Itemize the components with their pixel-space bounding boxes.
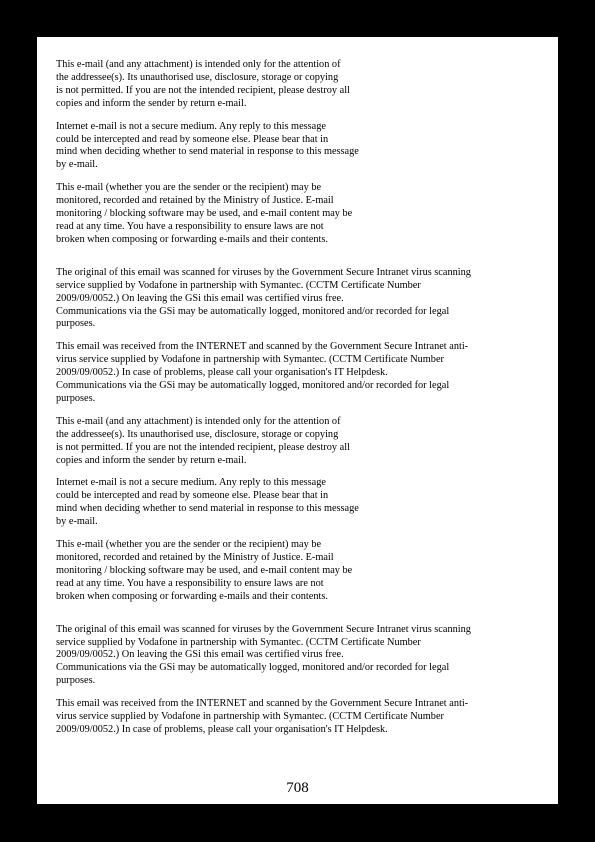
paragraph-virus-scan-notice: The original of this email was scanned for viruses by the Government Secure Intranet virus scanning service supplied by Vodafone in partnership with Symantec. (CCTM Certificate Number 2009/09/0052.) On leaving the GSi this email was certified virus free. Communications via the GSi may be automatically logged, monitored and/or recorded for legal purposes. <box>56 623 471 687</box>
paragraph-monitoring-notice: This e-mail (whether you are the sender or the recipient) may be monitored, recorded and retained by the Ministry of Justice. E-mail monitoring / blocking software may be used, and e-mail content may be read at any time. You have a responsibility to ensure laws are not broken when composing or forwarding e-mails and their contents. <box>56 539 353 602</box>
page-number: 708 <box>286 780 309 796</box>
paragraph-confidentiality-notice: This e-mail (and any attachment) is intended only for the attention of the addressee(s). Its unauthorised use, disclosure, storage or copying is not permitted. If you are not the intended recipient, please destroy all copies and inform the sender by return e-mail. <box>56 415 350 466</box>
paragraph-confidentiality-notice: This e-mail (and any attachment) is intended only for the attention of the addressee(s). Its unauthorised use, disclosure, storage or copying is not permitted. If you are not the intended recipient, please destroy all copies and inform the sender by return e-mail. <box>56 59 350 109</box>
paragraph-internet-scan-notice: This email was received from the INTERNET and scanned by the Government Secure Intranet anti- virus service supplied by Vodafone in partnership with Symantec. (CCTM Certificate Number 2009/09/0052.) In case of problems, please call your organisation's IT Helpdesk. <box>56 698 469 735</box>
paragraph-security-notice: Internet e-mail is not a secure medium. Any reply to this message could be intercepted and read by someone else. Please bear that in mind when deciding whether to send material in response to this message by e-mail. <box>56 120 359 171</box>
document-page <box>37 37 558 804</box>
paragraph-internet-scan-notice: This email was received from the INTERNET and scanned by the Government Secure Intranet anti- virus service supplied by Vodafone in partnership with Symantec. (CCTM Certificate Number 2009/09/0052.) In case of problems, please call your organisation's IT Helpdesk. Communications via the GSi may be automatically logged, monitored and/or recorded for legal purposes. <box>56 341 469 404</box>
paragraph-monitoring-notice: This e-mail (whether you are the sender or the recipient) may be monitored, recorded and retained by the Ministry of Justice. E-mail monitoring / blocking software may be used, and e-mail content may be read at any time. You have a responsibility to ensure laws are not broken when composing or forwarding e-mails and their contents. <box>56 182 353 245</box>
paragraph-virus-scan-notice: The original of this email was scanned for viruses by the Government Secure Intranet virus scanning service supplied by Vodafone in partnership with Symantec. (CCTM Certificate Number 2009/09/0052.) On leaving the GSi this email was certified virus free. Communications via the GSi may be automatically logged, monitored and/or recorded for legal purposes. <box>56 266 471 330</box>
paragraph-security-notice: Internet e-mail is not a secure medium. Any reply to this message could be intercepted and read by someone else. Please bear that in mind when deciding whether to send material in response to this message by e-mail. <box>56 477 359 528</box>
page-body <box>56 59 546 747</box>
